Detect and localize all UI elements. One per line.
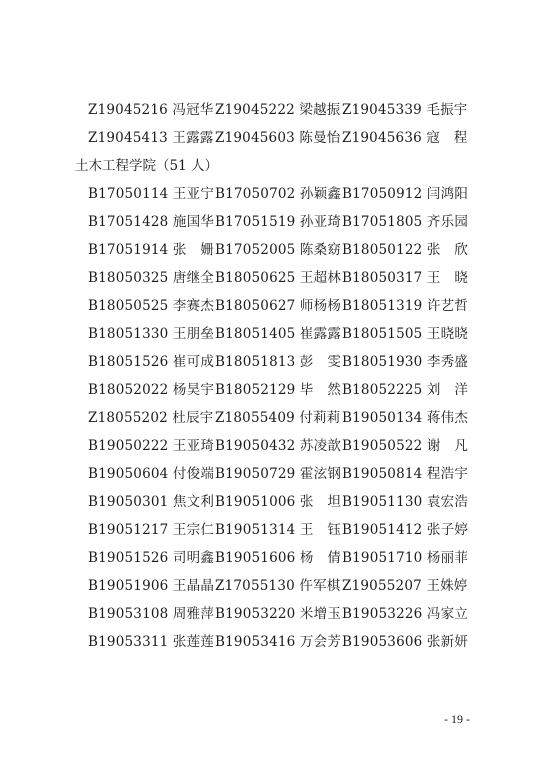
list-entry: Z18055202 杜辰宇 xyxy=(88,410,214,426)
list-entry: B19053108 周雅萍 xyxy=(88,606,215,622)
list-entry: B18052225 刘 洋 xyxy=(342,382,469,398)
list-row xyxy=(0,516,542,544)
list-entry: B17052005 陈桑窈 xyxy=(215,242,342,258)
list-row xyxy=(0,96,542,124)
list-row xyxy=(0,180,542,208)
list-entry: B18051526 崔可成 xyxy=(88,354,215,370)
list-entry: Z18055409 付莉莉 xyxy=(215,410,341,426)
list-entry: B17051519 孙亚琦 xyxy=(215,214,342,230)
list-entry: B19050522 谢 凡 xyxy=(342,438,469,454)
list-entry: B18051505 王晓晓 xyxy=(342,326,469,342)
list-row xyxy=(0,544,542,572)
list-entry: B19051412 张子婷 xyxy=(342,522,469,538)
list-entry: B19051217 王宗仁 xyxy=(88,522,215,538)
list-entry: B18051813 彭 雯 xyxy=(215,354,342,370)
list-entry: Z19045222 梁越振 xyxy=(215,102,341,118)
list-entry: B18051405 崔露露 xyxy=(215,326,342,342)
list-row xyxy=(0,236,542,264)
list-row xyxy=(0,488,542,516)
list-entry: Z19045636 寇 程 xyxy=(342,130,468,146)
list-entry: B17050114 王亚宁 xyxy=(88,186,215,202)
list-entry: B17051914 张 姗 xyxy=(88,242,215,258)
list-entry: Z19045339 毛振宇 xyxy=(342,102,468,118)
list-entry: Z19045603 陈曼怡 xyxy=(215,130,341,146)
list-entry: B19053226 冯家立 xyxy=(342,606,469,622)
list-row xyxy=(0,460,542,488)
section-heading: 土木工程学院（51 人） xyxy=(75,158,218,174)
list-entry: B18050525 李赛杰 xyxy=(88,298,215,314)
list-entry: B18052129 毕 然 xyxy=(215,382,342,398)
list-row xyxy=(0,376,542,404)
list-entry: B19051526 司明鑫 xyxy=(88,550,215,566)
list-entry: B19050134 蒋伟杰 xyxy=(342,410,469,426)
list-entry: B17051805 齐乐园 xyxy=(342,214,469,230)
list-entry: B17050912 闫鸿阳 xyxy=(342,186,469,202)
section-name-list xyxy=(0,180,542,656)
list-entry: B19051606 杨 倩 xyxy=(215,550,342,566)
list-row xyxy=(0,320,542,348)
list-row xyxy=(0,600,542,628)
page-number: - 19 - xyxy=(444,712,470,726)
list-entry: B19051710 杨丽菲 xyxy=(342,550,469,566)
list-entry: Z17055130 仵军棋 xyxy=(215,578,341,594)
list-row xyxy=(0,208,542,236)
list-row xyxy=(0,264,542,292)
list-entry: B17051428 施国华 xyxy=(88,214,215,230)
list-entry: B17050702 孙颖鑫 xyxy=(215,186,342,202)
list-row xyxy=(0,348,542,376)
list-entry: B19051006 张 坦 xyxy=(215,494,342,510)
list-entry: B19050814 程浩宇 xyxy=(342,466,469,482)
list-row xyxy=(0,628,542,656)
list-row xyxy=(0,292,542,320)
list-entry: B19053606 张新妍 xyxy=(342,634,469,650)
list-entry: B19050301 焦文利 xyxy=(88,494,215,510)
list-entry: Z19055207 王姝婷 xyxy=(342,578,468,594)
list-entry: B18051319 许艺哲 xyxy=(342,298,469,314)
list-entry: Z19045216 冯冠华 xyxy=(88,102,214,118)
list-entry: B19053416 万会芳 xyxy=(215,634,342,650)
list-entry: B18050122 张 欣 xyxy=(342,242,469,258)
list-entry: B19050432 苏凌歆 xyxy=(215,438,342,454)
list-entry: Z19045413 王露露 xyxy=(88,130,214,146)
list-entry: B19051130 袁宏浩 xyxy=(342,494,469,510)
list-entry: B18050317 王 晓 xyxy=(342,270,469,286)
list-entry: B19051906 王晶晶 xyxy=(88,578,215,594)
list-entry: B19053220 米增玉 xyxy=(215,606,342,622)
list-row xyxy=(0,404,542,432)
list-entry: B19051314 王 钰 xyxy=(215,522,342,538)
list-entry: B18050325 唐继全 xyxy=(88,270,215,286)
list-entry: B19050222 王亚琦 xyxy=(88,438,215,454)
list-row xyxy=(0,124,542,152)
list-entry: B18051330 王朋垒 xyxy=(88,326,215,342)
list-entry: B18051930 李秀盛 xyxy=(342,354,469,370)
list-entry: B18052022 杨昊宇 xyxy=(88,382,215,398)
list-entry: B18050627 师杨杨 xyxy=(215,298,342,314)
name-list xyxy=(0,96,542,656)
list-row xyxy=(0,572,542,600)
list-row xyxy=(0,432,542,460)
list-entry: B19050729 霍泫钢 xyxy=(215,466,342,482)
list-entry: B18050625 王超林 xyxy=(215,270,342,286)
list-entry: B19050604 付俊端 xyxy=(88,466,215,482)
list-entry: B19053311 张莲莲 xyxy=(88,634,215,650)
